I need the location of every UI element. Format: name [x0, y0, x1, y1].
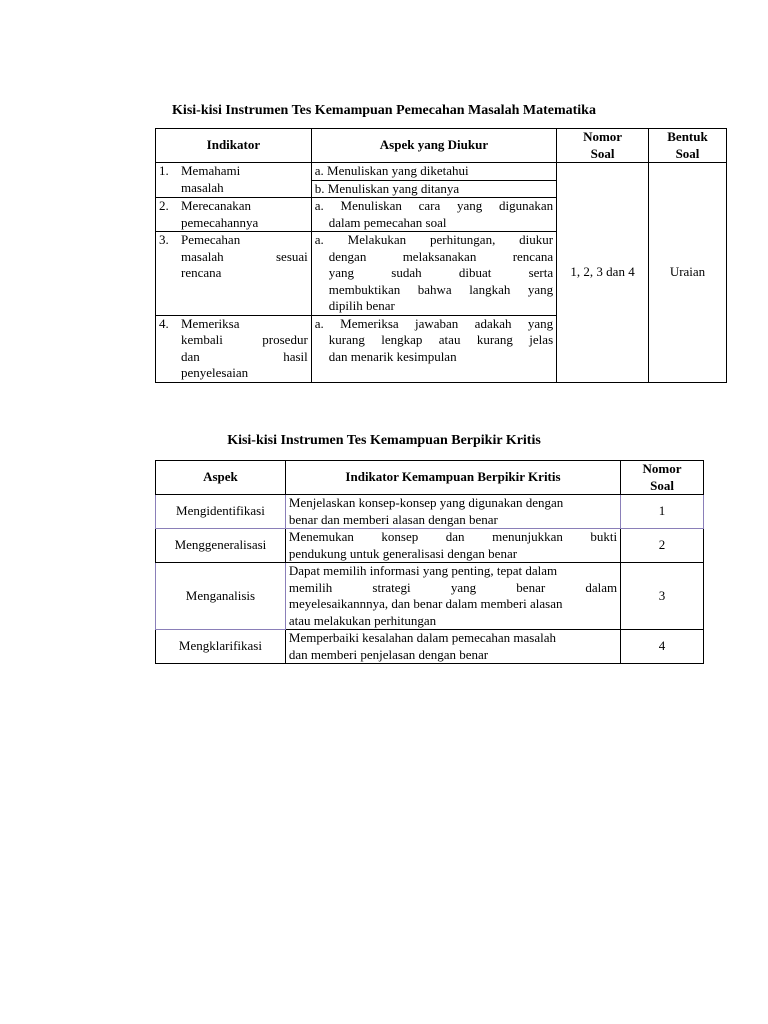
- nomor-cell: 2: [621, 529, 704, 563]
- indikator-cell: 2. Merecanakan pemecahannya: [156, 198, 312, 232]
- header-nomor: Nomor Soal: [621, 461, 704, 495]
- table-row: [156, 563, 704, 630]
- table2: [155, 460, 704, 664]
- indikator-cell: 3. Pemecahan masalah sesuai rencana: [156, 232, 312, 316]
- table2-title: Kisi-kisi Instrumen Tes Kemampuan Berpikir Kritis: [227, 433, 541, 448]
- aspek-cell: Menggeneralisasi: [156, 529, 286, 563]
- indikator-cell: Dapat memilih informasi yang penting, tepat dalam memilih strategi yang benar dalam meyelesaikannnya, dan benar dalam memberi alasan atau melakukan perhitungan: [285, 563, 620, 630]
- header-nomor: Nomor Soal: [557, 129, 649, 163]
- aspek-cell: a. Menuliskan yang diketahui b. Menuliskan yang ditanya: [311, 163, 556, 198]
- table-row: [156, 495, 704, 529]
- table1-title: Kisi-kisi Instrumen Tes Kemampuan Pemecahan Masalah Matematika: [172, 103, 596, 118]
- aspek-cell: Menganalisis: [156, 563, 286, 630]
- header-aspek: Aspek: [156, 461, 286, 495]
- aspek-cell: a. Melakukan perhitungan, diukur dengan melaksanakan rencana yang sudah dibuat serta membuktikan bahwa langkah yang dipilih benar: [311, 232, 556, 316]
- bentuk-soal-cell: Uraian: [649, 163, 727, 383]
- aspek-cell: Mengidentifikasi: [156, 495, 286, 529]
- nomor-cell: 4: [621, 630, 704, 664]
- table-row: [156, 529, 704, 563]
- indikator-cell: Menjelaskan konsep-konsep yang digunakan dengan benar dan memberi alasan dengan benar: [285, 495, 620, 529]
- header-indikator: Indikator: [156, 129, 312, 163]
- table-row: [156, 630, 704, 664]
- aspek-cell: a. Memeriksa jawaban adakah yang kurang lengkap atau kurang jelas dan menarik kesimpulan: [311, 315, 556, 382]
- table1: [155, 128, 727, 383]
- aspek-cell: a. Menuliskan cara yang digunakan dalam pemecahan soal: [311, 198, 556, 232]
- nomor-soal-cell: 1, 2, 3 dan 4: [557, 163, 649, 383]
- header-indikator: Indikator Kemampuan Berpikir Kritis: [285, 461, 620, 495]
- header-aspek: Aspek yang Diukur: [311, 129, 556, 163]
- nomor-cell: 1: [621, 495, 704, 529]
- table-row: [156, 163, 727, 198]
- aspek-cell: Mengklarifikasi: [156, 630, 286, 664]
- nomor-cell: 3: [621, 563, 704, 630]
- indikator-cell: Memperbaiki kesalahan dalam pemecahan masalah dan memberi penjelasan dengan benar: [285, 630, 620, 664]
- indikator-cell: 4. Memeriksa kembali prosedur dan hasil penyelesaian: [156, 315, 312, 382]
- indikator-cell: Menemukan konsep dan menunjukkan bukti pendukung untuk generalisasi dengan benar: [285, 529, 620, 563]
- indikator-cell: 1. Memahami masalah: [156, 163, 312, 198]
- header-bentuk: Bentuk Soal: [649, 129, 727, 163]
